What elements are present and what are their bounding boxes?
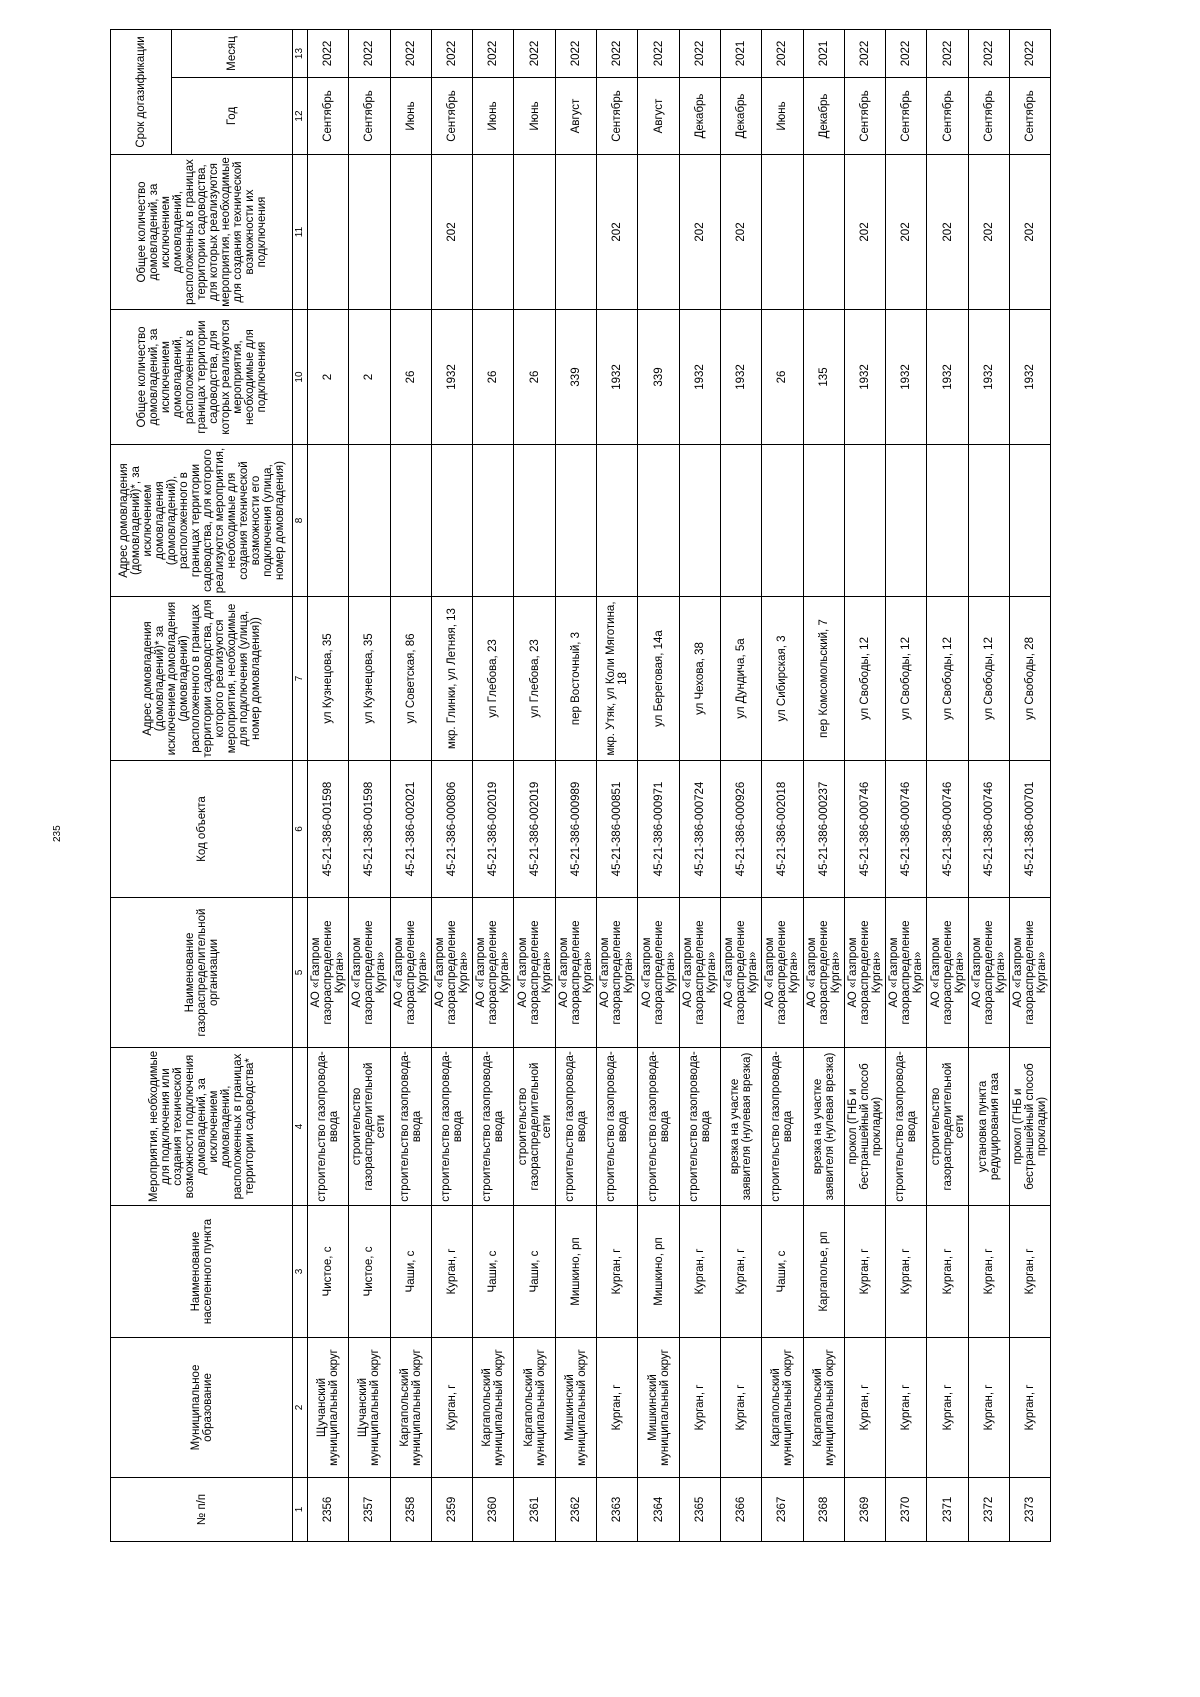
address8-cell bbox=[473, 445, 514, 597]
row-number: 2362 bbox=[555, 1478, 596, 1542]
address7-cell: ул Свободы, 12 bbox=[886, 597, 927, 761]
table-row bbox=[803, 30, 844, 1542]
row-number: 2368 bbox=[803, 1478, 844, 1542]
address8-cell bbox=[514, 445, 555, 597]
count10-cell: 1932 bbox=[886, 310, 927, 445]
count11-cell: 202 bbox=[431, 155, 472, 310]
header-addr7: Адрес домовладения (домовладений)* за исключением домовладения (домовладений) расположенного в границах территории садоводства, для которого реализуются мероприятия, необходимые для подключения (улица, номер домовладения)) bbox=[111, 597, 293, 761]
year-cell: Декабрь bbox=[679, 78, 720, 155]
table-row bbox=[720, 30, 761, 1542]
code-cell: 45-21-386-002019 bbox=[514, 761, 555, 898]
year-cell: Июнь bbox=[514, 78, 555, 155]
count11-cell: 202 bbox=[927, 155, 968, 310]
month-cell: 2022 bbox=[679, 30, 720, 78]
count11-cell bbox=[349, 155, 390, 310]
year-cell: Июнь bbox=[762, 78, 803, 155]
settlement-cell: Курган, г bbox=[720, 1206, 761, 1338]
settlement-cell: Курган, г bbox=[886, 1206, 927, 1338]
count10-cell: 1932 bbox=[679, 310, 720, 445]
month-cell: 2022 bbox=[597, 30, 638, 78]
municipality-cell: Мишкинский муниципальный округ bbox=[638, 1338, 679, 1478]
table-row bbox=[597, 30, 638, 1542]
address8-cell bbox=[1010, 445, 1051, 597]
org-cell: АО «Газпром газораспределение Курган» bbox=[555, 898, 596, 1048]
address7-cell: пер Комсомольский, 7 bbox=[803, 597, 844, 761]
code-cell: 45-21-386-001598 bbox=[349, 761, 390, 898]
month-cell: 2022 bbox=[514, 30, 555, 78]
year-cell: Сентябрь bbox=[844, 78, 885, 155]
count11-cell bbox=[803, 155, 844, 310]
address8-cell bbox=[844, 445, 885, 597]
table-row bbox=[968, 30, 1009, 1542]
count11-cell: 202 bbox=[597, 155, 638, 310]
count10-cell: 1932 bbox=[968, 310, 1009, 445]
municipality-cell: Курган, г bbox=[844, 1338, 885, 1478]
settlement-cell: Чистое, с bbox=[349, 1206, 390, 1338]
municipality-cell: Курган, г bbox=[968, 1338, 1009, 1478]
org-cell: АО «Газпром газораспределение Курган» bbox=[968, 898, 1009, 1048]
year-cell: Декабрь bbox=[803, 78, 844, 155]
settlement-cell: Каргаполье, рп bbox=[803, 1206, 844, 1338]
address7-cell: ул Дундича, 5а bbox=[720, 597, 761, 761]
code-cell: 45-21-386-002021 bbox=[390, 761, 431, 898]
row-number: 2361 bbox=[514, 1478, 555, 1542]
settlement-cell: Курган, г bbox=[1010, 1206, 1051, 1338]
org-cell: АО «Газпром газораспределение Курган» bbox=[349, 898, 390, 1048]
code-cell: 45-21-386-000237 bbox=[803, 761, 844, 898]
municipality-cell: Курган, г bbox=[720, 1338, 761, 1478]
municipality-cell: Каргапольский муниципальный округ bbox=[514, 1338, 555, 1478]
header-srok: Срок догазификации bbox=[111, 30, 172, 155]
address8-cell bbox=[349, 445, 390, 597]
settlement-cell: Мишкино, рп bbox=[638, 1206, 679, 1338]
count10-cell: 1932 bbox=[720, 310, 761, 445]
address8-cell bbox=[886, 445, 927, 597]
month-cell: 2022 bbox=[844, 30, 885, 78]
address8-cell bbox=[968, 445, 1009, 597]
address8-cell bbox=[308, 445, 349, 597]
count11-cell bbox=[390, 155, 431, 310]
measures-cell: строительство газопровода-ввода bbox=[597, 1048, 638, 1206]
year-cell: Сентябрь bbox=[927, 78, 968, 155]
settlement-cell: Курган, г bbox=[597, 1206, 638, 1338]
month-cell: 2022 bbox=[308, 30, 349, 78]
settlement-cell: Чаши, с bbox=[390, 1206, 431, 1338]
table-row bbox=[390, 30, 431, 1542]
column-number: 6 bbox=[293, 761, 308, 898]
column-number: 5 bbox=[293, 898, 308, 1048]
measures-cell: строительство газопровода-ввода bbox=[638, 1048, 679, 1206]
row-number: 2370 bbox=[886, 1478, 927, 1542]
measures-cell: строительство газораспределительной сети bbox=[514, 1048, 555, 1206]
header-measures: Мероприятия, необходимые для подключения или создания технической возможности подключения домовладений, за исключением домовладений, расположенных в границах территории садоводства* bbox=[111, 1048, 293, 1206]
address7-cell: мкр. Глинки, ул Летняя, 13 bbox=[431, 597, 472, 761]
address7-cell: ул Свободы, 12 bbox=[927, 597, 968, 761]
settlement-cell: Чаши, с bbox=[762, 1206, 803, 1338]
org-cell: АО «Газпром газораспределение Курган» bbox=[514, 898, 555, 1048]
column-number: 11 bbox=[293, 155, 308, 310]
address7-cell: ул Свободы, 12 bbox=[844, 597, 885, 761]
org-cell: АО «Газпром газораспределение Курган» bbox=[431, 898, 472, 1048]
org-cell: АО «Газпром газораспределение Курган» bbox=[473, 898, 514, 1048]
header-count10: Общее количество домовладений, за исключением домовладений, расположенных в границах территории садоводства, для которых реализуются мероприятия, необходимые для подключения bbox=[111, 310, 293, 445]
column-numbers-row bbox=[293, 30, 308, 1542]
year-cell: Сентябрь bbox=[968, 78, 1009, 155]
count11-cell bbox=[762, 155, 803, 310]
count10-cell: 1932 bbox=[844, 310, 885, 445]
address7-cell: ул Свободы, 12 bbox=[968, 597, 1009, 761]
column-number: 2 bbox=[293, 1338, 308, 1478]
table-row bbox=[886, 30, 927, 1542]
measures-cell: прокол (ГНБ и бестраншейный способ прокладки) bbox=[844, 1048, 885, 1206]
count11-cell bbox=[473, 155, 514, 310]
count11-cell bbox=[555, 155, 596, 310]
address7-cell: ул Сибирская, 3 bbox=[762, 597, 803, 761]
table-row bbox=[514, 30, 555, 1542]
count11-cell: 202 bbox=[968, 155, 1009, 310]
count10-cell: 2 bbox=[349, 310, 390, 445]
row-number: 2367 bbox=[762, 1478, 803, 1542]
row-number: 2363 bbox=[597, 1478, 638, 1542]
table-row bbox=[638, 30, 679, 1542]
table-row bbox=[762, 30, 803, 1542]
org-cell: АО «Газпром газораспределение Курган» bbox=[679, 898, 720, 1048]
settlement-cell: Курган, г bbox=[927, 1206, 968, 1338]
address7-cell: ул Свободы, 28 bbox=[1010, 597, 1051, 761]
address8-cell bbox=[390, 445, 431, 597]
header-month: Месяц bbox=[172, 30, 293, 78]
address7-cell: пер Восточный, 3 bbox=[555, 597, 596, 761]
code-cell: 45-21-386-002018 bbox=[762, 761, 803, 898]
address8-cell bbox=[720, 445, 761, 597]
count10-cell: 26 bbox=[762, 310, 803, 445]
count11-cell: 202 bbox=[844, 155, 885, 310]
address8-cell bbox=[638, 445, 679, 597]
year-cell: Сентябрь bbox=[431, 78, 472, 155]
table-row bbox=[431, 30, 472, 1542]
count11-cell bbox=[514, 155, 555, 310]
row-number: 2372 bbox=[968, 1478, 1009, 1542]
address7-cell: ул Советская, 86 bbox=[390, 597, 431, 761]
month-cell: 2022 bbox=[638, 30, 679, 78]
count11-cell bbox=[308, 155, 349, 310]
code-cell: 45-21-386-000971 bbox=[638, 761, 679, 898]
header-settlement: Наименование населенного пункта bbox=[111, 1206, 293, 1338]
code-cell: 45-21-386-000989 bbox=[555, 761, 596, 898]
year-cell: Август bbox=[638, 78, 679, 155]
address8-cell bbox=[762, 445, 803, 597]
settlement-cell: Чаши, с bbox=[473, 1206, 514, 1338]
address8-cell bbox=[927, 445, 968, 597]
header-municipality: Муниципальное образование bbox=[111, 1338, 293, 1478]
code-cell: 45-21-386-000851 bbox=[597, 761, 638, 898]
month-cell: 2021 bbox=[720, 30, 761, 78]
address8-cell bbox=[597, 445, 638, 597]
gasification-table bbox=[110, 29, 1051, 1542]
address7-cell: ул Глебова, 23 bbox=[473, 597, 514, 761]
measures-cell: строительство газораспределительной сети bbox=[927, 1048, 968, 1206]
page-number: 235 bbox=[52, 825, 63, 842]
count11-cell: 202 bbox=[720, 155, 761, 310]
year-cell: Сентябрь bbox=[597, 78, 638, 155]
municipality-cell: Каргапольский муниципальный округ bbox=[803, 1338, 844, 1478]
year-cell: Сентябрь bbox=[308, 78, 349, 155]
address7-cell: ул Кузнецова, 35 bbox=[349, 597, 390, 761]
municipality-cell: Щучанский муниципальный округ bbox=[308, 1338, 349, 1478]
address8-cell bbox=[679, 445, 720, 597]
count10-cell: 26 bbox=[514, 310, 555, 445]
column-number: 7 bbox=[293, 597, 308, 761]
address7-cell: ул Береговая, 14а bbox=[638, 597, 679, 761]
row-number: 2365 bbox=[679, 1478, 720, 1542]
measures-cell: строительство газопровода-ввода bbox=[390, 1048, 431, 1206]
address7-cell: ул Глебова, 23 bbox=[514, 597, 555, 761]
code-cell: 45-21-386-000746 bbox=[927, 761, 968, 898]
header-code: Код объекта bbox=[111, 761, 293, 898]
org-cell: АО «Газпром газораспределение Курган» bbox=[308, 898, 349, 1048]
header-org: Наименование газораспределительной организации bbox=[111, 898, 293, 1048]
year-cell: Сентябрь bbox=[1010, 78, 1051, 155]
org-cell: АО «Газпром газораспределение Курган» bbox=[886, 898, 927, 1048]
month-cell: 2022 bbox=[968, 30, 1009, 78]
municipality-cell: Щучанский муниципальный округ bbox=[349, 1338, 390, 1478]
rotated-table-wrapper bbox=[110, 36, 1113, 1542]
code-cell: 45-21-386-000701 bbox=[1010, 761, 1051, 898]
measures-cell: строительство газораспределительной сети bbox=[349, 1048, 390, 1206]
header-count11: Общее количество домовладений, за исключением домовладений, расположенных в границах территории садоводства, для которых реализуются мероприятия, необходимые для создания технической возможности их подключения bbox=[111, 155, 293, 310]
org-cell: АО «Газпром газораспределение Курган» bbox=[927, 898, 968, 1048]
month-cell: 2022 bbox=[431, 30, 472, 78]
month-cell: 2022 bbox=[886, 30, 927, 78]
table-row bbox=[927, 30, 968, 1542]
address7-cell: мкр. Утяк, ул Коли Мяготина, 18 bbox=[597, 597, 638, 761]
table-row bbox=[1010, 30, 1051, 1542]
org-cell: АО «Газпром газораспределение Курган» bbox=[597, 898, 638, 1048]
count10-cell: 1932 bbox=[431, 310, 472, 445]
measures-cell: врезка на участке заявителя (нулевая врезка) bbox=[720, 1048, 761, 1206]
code-cell: 45-21-386-000724 bbox=[679, 761, 720, 898]
code-cell: 45-21-386-000806 bbox=[431, 761, 472, 898]
municipality-cell: Курган, г bbox=[597, 1338, 638, 1478]
row-number: 2357 bbox=[349, 1478, 390, 1542]
row-number: 2373 bbox=[1010, 1478, 1051, 1542]
count11-cell: 202 bbox=[886, 155, 927, 310]
row-number: 2360 bbox=[473, 1478, 514, 1542]
settlement-cell: Мишкино, рп bbox=[555, 1206, 596, 1338]
measures-cell: строительство газопровода-ввода bbox=[762, 1048, 803, 1206]
month-cell: 2022 bbox=[349, 30, 390, 78]
measures-cell: прокол (ГНБ и бестраншейный способ прокладки) bbox=[1010, 1048, 1051, 1206]
column-number: 13 bbox=[293, 30, 308, 78]
settlement-cell: Курган, г bbox=[844, 1206, 885, 1338]
header-year: Год bbox=[172, 78, 293, 155]
table-row bbox=[679, 30, 720, 1542]
count10-cell: 26 bbox=[390, 310, 431, 445]
address7-cell: ул Кузнецова, 35 bbox=[308, 597, 349, 761]
settlement-cell: Чистое, с bbox=[308, 1206, 349, 1338]
code-cell: 45-21-386-000746 bbox=[968, 761, 1009, 898]
code-cell: 45-21-386-000746 bbox=[886, 761, 927, 898]
org-cell: АО «Газпром газораспределение Курган» bbox=[803, 898, 844, 1048]
municipality-cell: Каргапольский муниципальный округ bbox=[390, 1338, 431, 1478]
code-cell: 45-21-386-001598 bbox=[308, 761, 349, 898]
count10-cell: 135 bbox=[803, 310, 844, 445]
table-row bbox=[308, 30, 349, 1542]
month-cell: 2022 bbox=[555, 30, 596, 78]
municipality-cell: Курган, г bbox=[927, 1338, 968, 1478]
header-n: № п/п bbox=[111, 1478, 293, 1542]
org-cell: АО «Газпром газораспределение Курган» bbox=[762, 898, 803, 1048]
settlement-cell: Курган, г bbox=[431, 1206, 472, 1338]
measures-cell: установка пункта редуцирования газа bbox=[968, 1048, 1009, 1206]
column-number: 3 bbox=[293, 1206, 308, 1338]
org-cell: АО «Газпром газораспределение Курган» bbox=[1010, 898, 1051, 1048]
column-number: 8 bbox=[293, 445, 308, 597]
code-cell: 45-21-386-000926 bbox=[720, 761, 761, 898]
org-cell: АО «Газпром газораспределение Курган» bbox=[844, 898, 885, 1048]
settlement-cell: Курган, г bbox=[968, 1206, 1009, 1338]
table-row bbox=[473, 30, 514, 1542]
measures-cell: строительство газопровода-ввода bbox=[473, 1048, 514, 1206]
count10-cell: 339 bbox=[555, 310, 596, 445]
row-number: 2356 bbox=[308, 1478, 349, 1542]
settlement-cell: Чаши, с bbox=[514, 1206, 555, 1338]
count10-cell: 1932 bbox=[1010, 310, 1051, 445]
month-cell: 2022 bbox=[1010, 30, 1051, 78]
column-number: 1 bbox=[293, 1478, 308, 1542]
count10-cell: 26 bbox=[473, 310, 514, 445]
address8-cell bbox=[803, 445, 844, 597]
count10-cell: 2 bbox=[308, 310, 349, 445]
row-number: 2371 bbox=[927, 1478, 968, 1542]
municipality-cell: Курган, г bbox=[886, 1338, 927, 1478]
month-cell: 2022 bbox=[473, 30, 514, 78]
column-number: 4 bbox=[293, 1048, 308, 1206]
org-cell: АО «Газпром газораспределение Курган» bbox=[720, 898, 761, 1048]
table-row bbox=[555, 30, 596, 1542]
column-number: 12 bbox=[293, 78, 308, 155]
year-cell: Сентябрь bbox=[886, 78, 927, 155]
address8-cell bbox=[431, 445, 472, 597]
count11-cell: 202 bbox=[1010, 155, 1051, 310]
municipality-cell: Курган, г bbox=[679, 1338, 720, 1478]
code-cell: 45-21-386-000746 bbox=[844, 761, 885, 898]
municipality-cell: Каргапольский муниципальный округ bbox=[473, 1338, 514, 1478]
year-cell: Июнь bbox=[390, 78, 431, 155]
municipality-cell: Курган, г bbox=[1010, 1338, 1051, 1478]
org-cell: АО «Газпром газораспределение Курган» bbox=[638, 898, 679, 1048]
row-number: 2366 bbox=[720, 1478, 761, 1542]
municipality-cell: Курган, г bbox=[431, 1338, 472, 1478]
municipality-cell: Мишкинский муниципальный округ bbox=[555, 1338, 596, 1478]
year-cell: Декабрь bbox=[720, 78, 761, 155]
row-number: 2359 bbox=[431, 1478, 472, 1542]
measures-cell: строительство газопровода-ввода bbox=[308, 1048, 349, 1206]
municipality-cell: Каргапольский муниципальный округ bbox=[762, 1338, 803, 1478]
column-number: 10 bbox=[293, 310, 308, 445]
count10-cell: 1932 bbox=[927, 310, 968, 445]
count11-cell bbox=[638, 155, 679, 310]
row-number: 2369 bbox=[844, 1478, 885, 1542]
count10-cell: 1932 bbox=[597, 310, 638, 445]
measures-cell: строительство газопровода-ввода bbox=[555, 1048, 596, 1206]
year-cell: Август bbox=[555, 78, 596, 155]
measures-cell: строительство газопровода-ввода bbox=[431, 1048, 472, 1206]
month-cell: 2022 bbox=[762, 30, 803, 78]
count10-cell: 339 bbox=[638, 310, 679, 445]
address7-cell: ул Чехова, 38 bbox=[679, 597, 720, 761]
address8-cell bbox=[555, 445, 596, 597]
measures-cell: врезка на участке заявителя (нулевая врезка) bbox=[803, 1048, 844, 1206]
org-cell: АО «Газпром газораспределение Курган» bbox=[390, 898, 431, 1048]
month-cell: 2022 bbox=[927, 30, 968, 78]
row-number: 2358 bbox=[390, 1478, 431, 1542]
month-cell: 2021 bbox=[803, 30, 844, 78]
year-cell: Сентябрь bbox=[349, 78, 390, 155]
table-row bbox=[349, 30, 390, 1542]
header-addr8: Адрес домовладения (домовладений)*, за исключением домовладения (домовладений), расположенного в границах территории садоводства, для которого реализуются мероприятия, необходимые для создания технической возможности его подключения (улица, номер домовладения) bbox=[111, 445, 293, 597]
code-cell: 45-21-386-002019 bbox=[473, 761, 514, 898]
measures-cell: строительство газопровода-ввода bbox=[679, 1048, 720, 1206]
table-row bbox=[844, 30, 885, 1542]
year-cell: Июнь bbox=[473, 78, 514, 155]
settlement-cell: Курган, г bbox=[679, 1206, 720, 1338]
month-cell: 2022 bbox=[390, 30, 431, 78]
row-number: 2364 bbox=[638, 1478, 679, 1542]
measures-cell: строительство газопровода-ввода bbox=[886, 1048, 927, 1206]
count11-cell: 202 bbox=[679, 155, 720, 310]
